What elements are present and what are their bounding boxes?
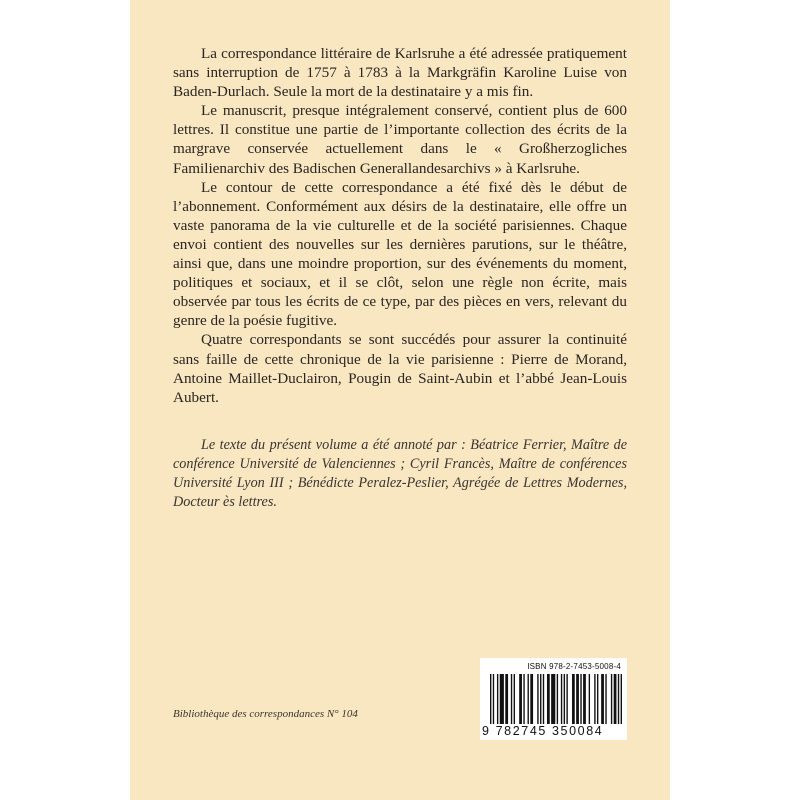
barcode-bar [614,674,617,724]
barcode-bar [540,674,541,724]
barcode-digits: 9 782745 350084 [482,724,604,738]
barcode-bar [601,674,604,724]
barcode-bar [621,674,622,724]
barcode-bar [505,674,508,724]
barcode-bar [551,674,555,724]
barcode-bar [594,674,595,724]
barcode-bars [490,674,622,724]
barcode-bar [583,674,586,724]
annotation-note [173,436,627,512]
barcode-bar [576,674,579,724]
barcode-bar [611,674,612,724]
barcode-bar [511,674,512,724]
paragraph-1: La correspondance littéraire de Karlsruhe a été adressée pratiquement sans interruption de 1757 à 1783 à la Markgräfin Karoline Luise von Baden-Durlach. Seule la mort de la destinataire y a mis fin. [173,45,627,101]
barcode-bar [605,674,606,724]
barcode-bar [561,674,562,724]
paragraph-2: Le manuscrit, presque intégralement conservé, contient plus de 600 lettres. Il constitue une partie de l’importante collection des écrits de la margrave conservée actuellement dans le « Großherzogliches Familienarchiv des Badischen Generallandesarchivs » à Karlsruhe. [173,102,627,177]
barcode-bar [493,674,494,724]
barcode-bar [519,674,522,724]
description-text [173,44,627,407]
paragraph-3: Le contour de cette correspondance a été fixé dès le début de l’abonnement. Conformément aux désirs de la destinataire, elle offre un vaste panorama de la vie culturelle et de la société parisiennes. Chaque envoi contient des nouvelles sur les dernières parutions, sur le théâtre, ainsi que, dans une moindre proportion, sur des événements du moment, politiques et sociaux, et il se clôt, selon une règle non écrite, mais observée par tous les écrits de ce type, par des pièces en vers, relevant du genre de la poésie fugitive. [173,178,627,330]
barcode [480,658,627,740]
paragraph-4: Quatre correspondants se sont succédés pour assurer la continuité sans faille de cette chronique de la vie parisienne : Pierre de Morand, Antoine Maillet-Duclairon, Pougin de Saint-Aubin et l’abbé Jean-Louis Aubert. [173,331,627,406]
barcode-bar [618,674,619,724]
barcode-bar [537,674,538,724]
barcode-bar [497,674,498,724]
barcode-bar [572,674,575,724]
barcode-bar [547,674,550,724]
barcode-bar [543,674,544,724]
barcode-bar [597,674,598,724]
barcode-bar [514,674,515,724]
isbn-label: ISBN 978-2-7453-5008-4 [527,662,621,671]
barcode-bar [557,674,558,724]
barcode-bar [530,674,533,724]
barcode-bar [528,674,529,724]
barcode-bar [490,674,491,724]
series-title: Bibliothèque des correspondances N° 104 [173,708,358,720]
barcode-bar [523,674,524,724]
barcode-bar [500,674,504,724]
annotation-text: Le texte du présent volume a été annoté par : Béatrice Ferrier, Maître de conférence Université de Valenciennes ; Cyril Francès, Maître de conférences Université Lyon III ; Bénédicte Peralez-Peslier, Agrégée de Lettres Modernes, Docteur ès lettres. [173,437,627,510]
barcode-bar [580,674,581,724]
barcode-bar [564,674,565,724]
barcode-bar [566,674,567,724]
barcode-bar [589,674,590,724]
